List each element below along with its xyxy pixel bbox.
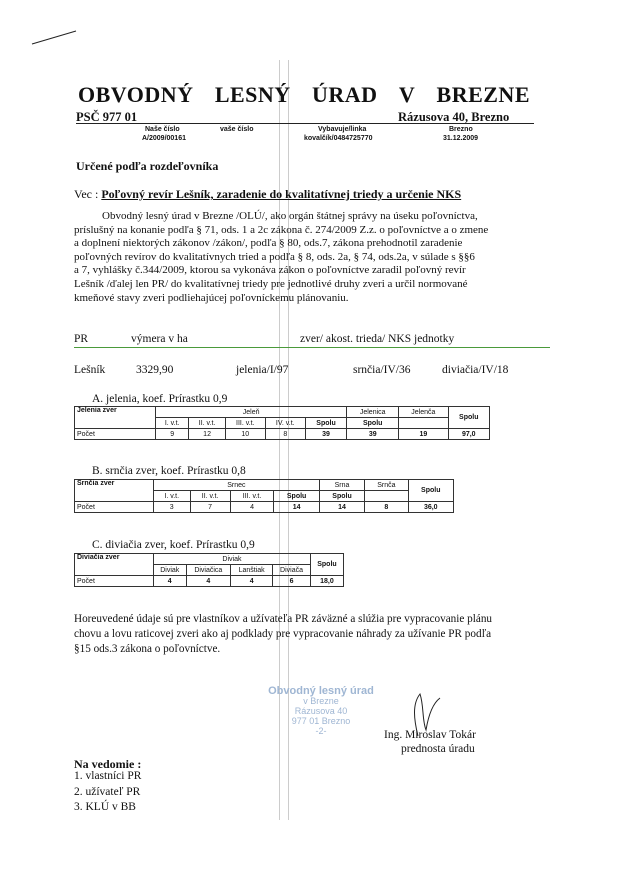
- table-cell: 6: [273, 576, 311, 587]
- table-empty-cell: [365, 491, 408, 502]
- table-subheader: Lanštiak: [231, 565, 273, 576]
- distribution-item: 1. vlastníci PR: [74, 770, 142, 782]
- table-cell: 9: [156, 429, 189, 440]
- summary-area-header: výmera v ha: [131, 333, 188, 345]
- title-word: OBVODNÝ: [78, 82, 194, 107]
- table-cell: 36,0: [408, 502, 453, 513]
- office-address: Rázusova 40, Brezno: [398, 110, 510, 124]
- summary-pr: Lešník: [74, 364, 106, 376]
- table-subheader: Diviačica: [186, 565, 231, 576]
- table-wild-boar: [74, 553, 344, 587]
- table-subheader: Spolu: [347, 418, 399, 429]
- table-subheader: II. v.t.: [190, 491, 230, 502]
- table-subheader: I. v.t.: [156, 418, 189, 429]
- table-cell: 8: [365, 502, 408, 513]
- meta-label: Brezno: [449, 126, 473, 133]
- table-roe-deer: [74, 479, 454, 513]
- table-cell: 39: [305, 429, 346, 440]
- distribution-item: 2. užívateľ PR: [74, 785, 141, 798]
- table-subheader: III. v.t.: [230, 491, 274, 502]
- table-cell: 10: [225, 429, 265, 440]
- table-group-header: Jelenča: [399, 407, 448, 418]
- table-group-header: Srnča: [365, 480, 408, 491]
- distribution-title: Na vedomie :: [74, 757, 142, 771]
- addressee: Určené podľa rozdeľovníka: [76, 159, 219, 173]
- table-group-header: Jeleň: [156, 407, 347, 418]
- stamp-line: Obvodný lesný úrad: [268, 685, 374, 697]
- table-cell: 19: [399, 429, 448, 440]
- table-col-label: Diviačia zver: [75, 554, 154, 576]
- body-line: Obvodný lesný úrad v Brezne /OLÚ/, ako orgán štátnej správy na úseku poľovníctva,: [102, 210, 478, 222]
- body-line: kmeňové stavy zveri podliehajúcej poľovníckemu plánovaniu.: [74, 291, 349, 304]
- section-b-title: B. srnčia zver, koef. Prírastku 0,8: [92, 465, 246, 477]
- office-stamp: [256, 686, 386, 736]
- closing-line: Horeuvedené údaje sú pre vlastníkov a užívateľa PR záväzné a slúžia pre vypracovanie plánu: [74, 613, 493, 625]
- table-subheader: I. v.t.: [154, 491, 191, 502]
- body-line: Lešník /ďalej len PR/ do kvalitatívnej triedy pre jednotlivé druhy zveri a určil normované: [74, 277, 468, 290]
- table-subheader: IV. v.t.: [265, 418, 305, 429]
- stamp-line: -2-: [315, 726, 327, 736]
- postal-code: PSČ 977 01: [76, 110, 138, 124]
- meta-value: A/2009/00161: [142, 135, 186, 142]
- table-cell: 14: [319, 502, 364, 513]
- table-group-header: Spolu: [448, 407, 489, 429]
- title-word: ÚRAD: [311, 82, 378, 107]
- table-subheader: Spolu: [274, 491, 319, 502]
- table-cell: 4: [231, 576, 273, 587]
- table-group-header: Spolu: [310, 554, 343, 576]
- table-row-label: Počet: [75, 502, 154, 513]
- closing-paragraph: [74, 612, 552, 657]
- subject-label: Vec :: [74, 187, 99, 201]
- subject-line: [74, 187, 461, 202]
- table-row-label: Počet: [75, 429, 156, 440]
- table-subheader: Spolu: [305, 418, 346, 429]
- summary-rule: [74, 347, 550, 348]
- distribution-list: [74, 769, 141, 816]
- body-paragraph: [74, 210, 550, 305]
- body-line: a 7, vyhlášky č.344/2009, ktorou sa vykonáva zákon o poľovníctve zaradil poľovný revír: [74, 264, 466, 277]
- table-col-label: Jelenia zver: [75, 407, 156, 429]
- summary-class-roe-deer: srnčia/IV/36: [353, 364, 411, 376]
- title-word: LESNÝ: [214, 82, 291, 107]
- stamp-line: Rázusova 40: [294, 706, 348, 716]
- table-empty-cell: [399, 418, 448, 429]
- table-subheader: II. v.t.: [189, 418, 226, 429]
- table-col-label: Srnčia zver: [75, 480, 154, 502]
- table-cell: 8: [265, 429, 305, 440]
- table-cell: 97,0: [448, 429, 489, 440]
- table-cell: 12: [189, 429, 226, 440]
- meta-value: 31.12.2009: [443, 135, 479, 142]
- closing-line: §15 ods.3 zákona o poľovníctve.: [74, 643, 221, 655]
- table-cell: 4: [186, 576, 231, 587]
- stamp-line: 977 01 Brezno: [291, 716, 351, 726]
- table-cell: 18,0: [310, 576, 343, 587]
- table-cell: 39: [347, 429, 399, 440]
- summary-class-red-deer: jelenia/I/97: [236, 364, 289, 376]
- signatory-name: Ing. Miroslav Tokár: [384, 729, 476, 741]
- section-a-title: A. jelenia, koef. Prírastku 0,9: [92, 393, 228, 405]
- summary-pr-header: PR: [74, 333, 89, 345]
- subject-text: Poľovný revír Lešník, zaradenie do kvalitatívnej triedy a určenie NKS: [101, 187, 462, 201]
- summary-area: 3329,90: [136, 364, 174, 376]
- table-subheader: Spolu: [319, 491, 364, 502]
- table-row-label: Počet: [75, 576, 154, 587]
- table-subheader: III. v.t.: [225, 418, 265, 429]
- table-group-header: Srnec: [154, 480, 320, 491]
- header-rule: [76, 123, 534, 124]
- summary-class-wild-boar: diviačia/IV/18: [442, 364, 509, 376]
- meta-label: Naše číslo: [145, 126, 180, 133]
- distribution-item: 3. KLÚ v BB: [74, 801, 136, 813]
- closing-line: chovu a lovu raticovej zveri ako aj podklady pre vypracovanie náhrady za užívanie PR podľa: [74, 628, 492, 640]
- table-red-deer: [74, 406, 490, 440]
- pen-mark: [30, 28, 80, 48]
- table-cell: 4: [154, 576, 187, 587]
- table-subheader: Diviak: [154, 565, 187, 576]
- table-cell: 14: [274, 502, 319, 513]
- stamp-line: v Brezne: [303, 696, 339, 706]
- summary-game-header: zver/ akost. trieda/ NKS jednotky: [300, 333, 455, 345]
- table-cell: 7: [190, 502, 230, 513]
- table-group-header: Diviak: [154, 554, 311, 565]
- body-line: príslušný na konanie podľa § 71, ods. 1 a 2c zákona č. 274/2009 Z.z. o poľovníctve a o zmene: [74, 223, 489, 236]
- signatory-role: prednosta úradu: [401, 743, 475, 755]
- table-subheader: Diviača: [273, 565, 311, 576]
- body-line: poľovných revírov do kvalitatívnych tried a podľa § 8, ods. 2a, § 74, ods.2a, v súlade s §§6: [74, 250, 475, 263]
- table-cell: 3: [154, 502, 191, 513]
- title-word: V: [398, 82, 416, 107]
- table-cell: 4: [230, 502, 274, 513]
- meta-value: kovalčík/0484725770: [304, 135, 373, 142]
- table-group-header: Srna: [319, 480, 364, 491]
- table-group-header: Jelenica: [347, 407, 399, 418]
- title-word: BREZNE: [436, 82, 530, 107]
- meta-label: Vybavuje/linka: [318, 126, 367, 133]
- table-group-header: Spolu: [408, 480, 453, 502]
- office-title: [78, 82, 530, 108]
- meta-label: vaše číslo: [220, 126, 254, 133]
- body-line: a doplnení niektorých zákonov /zákon/, podľa § 80, ods.7, zákona prehodnotil zaradenie: [74, 237, 463, 250]
- section-c-title: C. diviačia zver, koef. Prírastku 0,9: [92, 539, 255, 551]
